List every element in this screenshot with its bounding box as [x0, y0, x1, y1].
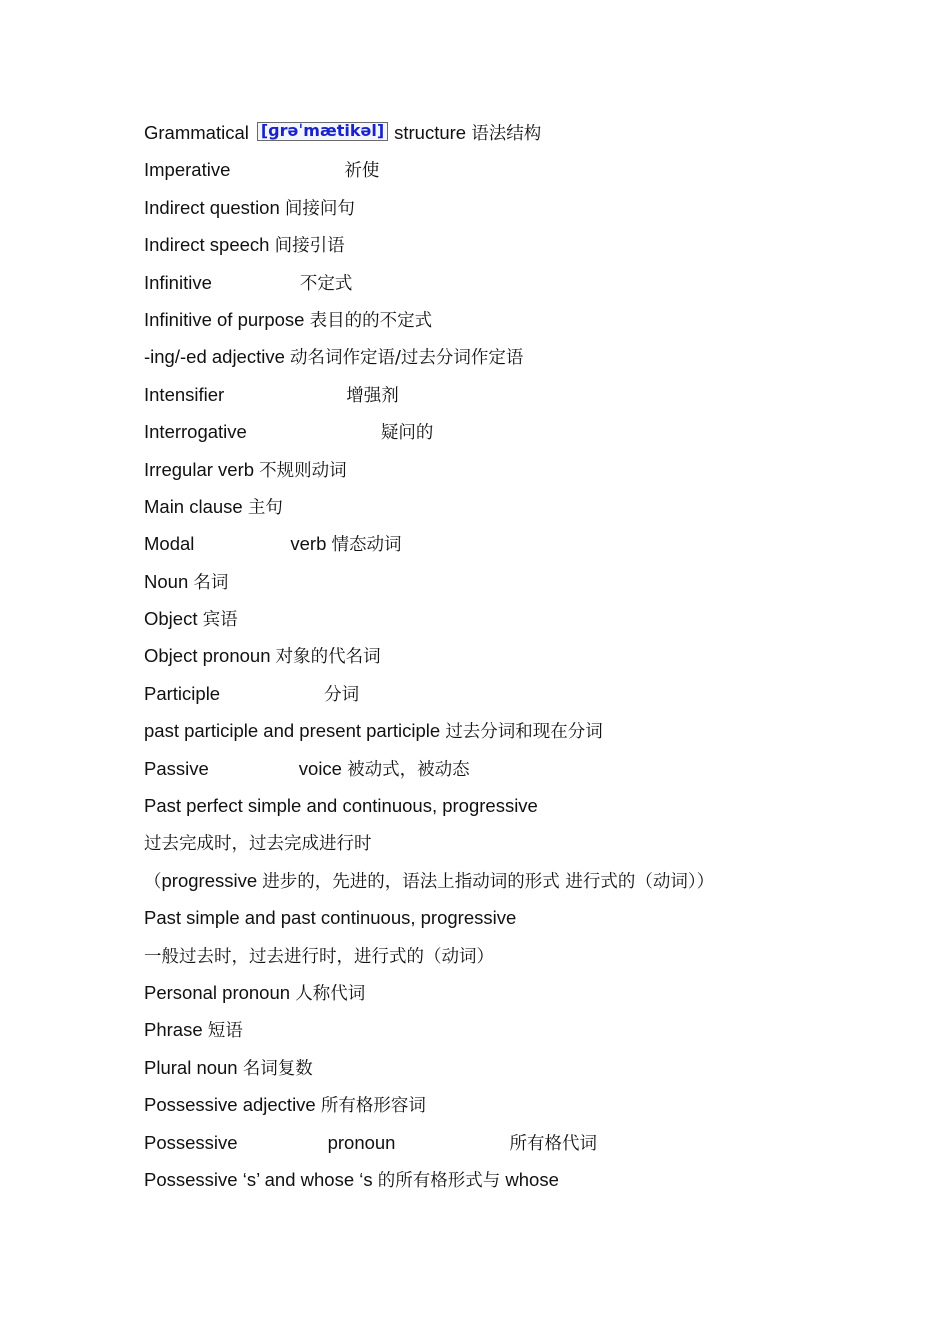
glossary-entry	[144, 451, 904, 488]
glossary-entry	[144, 338, 904, 375]
translation: 人称代词	[295, 983, 366, 1004]
translation: 语法结构	[471, 124, 542, 144]
term: Possessive ‘s’ and whose ‘s	[144, 1168, 373, 1190]
glossary-entry	[144, 937, 904, 974]
glossary-entry	[144, 413, 904, 450]
translation: 的所有格形式与	[377, 1170, 501, 1191]
glossary-entry	[144, 376, 904, 413]
glossary-entry	[144, 226, 904, 263]
term: Main clause	[144, 495, 243, 517]
translation: 间接引语	[274, 236, 345, 257]
term: Past simple and past continuous, progressive	[144, 907, 517, 929]
term: Passive	[144, 757, 209, 779]
translation: 间接问句	[284, 198, 355, 219]
translation: 疑问的	[380, 423, 434, 444]
term-part: voice	[298, 757, 342, 779]
glossary-entry	[144, 264, 904, 301]
translation: 被动式，被动态	[347, 759, 470, 780]
term: Infinitive of purpose	[144, 308, 305, 330]
glossary-entry	[144, 637, 904, 674]
term: Infinitive	[144, 271, 212, 293]
glossary-entry	[144, 1161, 904, 1198]
glossary-entry	[144, 974, 904, 1011]
term-part: whose	[505, 1168, 559, 1190]
term: Indirect speech	[144, 234, 270, 256]
translation: 对象的代名词	[275, 647, 381, 668]
glossary-entry	[144, 1049, 904, 1086]
translation: 增强剂	[346, 385, 399, 406]
translation: 短语	[207, 1021, 243, 1042]
glossary-entry	[144, 600, 904, 637]
glossary-entry	[144, 862, 904, 899]
term: Interrogative	[144, 421, 247, 443]
term: Possessive adjective	[144, 1094, 316, 1116]
translation: 表目的的不定式	[309, 310, 433, 331]
term: Indirect question	[144, 196, 280, 218]
translation: 情态动词	[331, 535, 402, 556]
translation: 分词	[324, 684, 360, 705]
glossary-entry	[144, 189, 904, 226]
translation: 名词复数	[242, 1058, 313, 1079]
translation: 祈使	[344, 161, 380, 182]
glossary-entry	[144, 675, 904, 712]
glossary-entry	[144, 525, 904, 562]
term-part: structure	[394, 122, 467, 143]
translation: 不规则动词	[259, 460, 347, 481]
glossary-entry	[144, 488, 904, 525]
term: past participle and present participle	[144, 720, 441, 742]
term: Possessive	[144, 1131, 238, 1153]
term: Personal pronoun	[144, 981, 291, 1003]
bracket-open: （	[144, 871, 162, 892]
glossary-entry	[144, 114, 904, 151]
term: Modal	[144, 533, 195, 555]
term: Past perfect simple and continuous, progressive	[144, 795, 538, 817]
glossary-entry	[144, 750, 904, 787]
term: Irregular verb	[144, 458, 255, 480]
glossary-entry	[144, 151, 904, 188]
term: Noun	[144, 570, 189, 592]
term: Intensifier	[144, 383, 225, 405]
glossary-entry	[144, 899, 904, 936]
term-part: verb	[290, 533, 327, 555]
translation: 动名词作定语/过去分词作定语	[290, 348, 524, 369]
translation: 所有格代词	[509, 1133, 597, 1154]
term-part: pronoun	[327, 1131, 396, 1153]
term: Plural noun	[144, 1056, 238, 1078]
term: Participle	[144, 682, 221, 704]
translation: 过去完成时，过去完成进行时	[144, 834, 372, 855]
translation: 一般过去时，过去进行时，进行式的（动词）	[144, 946, 494, 967]
translation: 名词	[193, 572, 229, 593]
glossary-entry	[144, 301, 904, 338]
translation: 进步的，先进的，语法上指动词的形式 进行式的（动词））	[262, 871, 715, 892]
term: Object	[144, 608, 198, 630]
term: Phrase	[144, 1019, 203, 1041]
glossary-entry	[144, 712, 904, 749]
glossary-entry	[144, 824, 904, 861]
phonetic-image: [ɡrəˈmætikəl]	[257, 122, 388, 141]
glossary-entry	[144, 1086, 904, 1123]
translation: 宾语	[202, 610, 238, 631]
glossary-entry	[144, 1124, 904, 1161]
translation: 过去分词和现在分词	[445, 722, 603, 743]
glossary-entry	[144, 787, 904, 824]
term: progressive	[161, 869, 258, 891]
glossary-list	[144, 114, 904, 1198]
term: Grammatical	[144, 122, 249, 143]
term: Imperative	[144, 159, 231, 181]
translation: 不定式	[299, 273, 353, 294]
term: -ing/-ed adjective	[144, 346, 285, 368]
glossary-entry	[144, 1011, 904, 1048]
glossary-entry	[144, 563, 904, 600]
translation: 主句	[247, 497, 283, 518]
term: Object pronoun	[144, 645, 271, 667]
translation: 所有格形容词	[320, 1096, 426, 1117]
